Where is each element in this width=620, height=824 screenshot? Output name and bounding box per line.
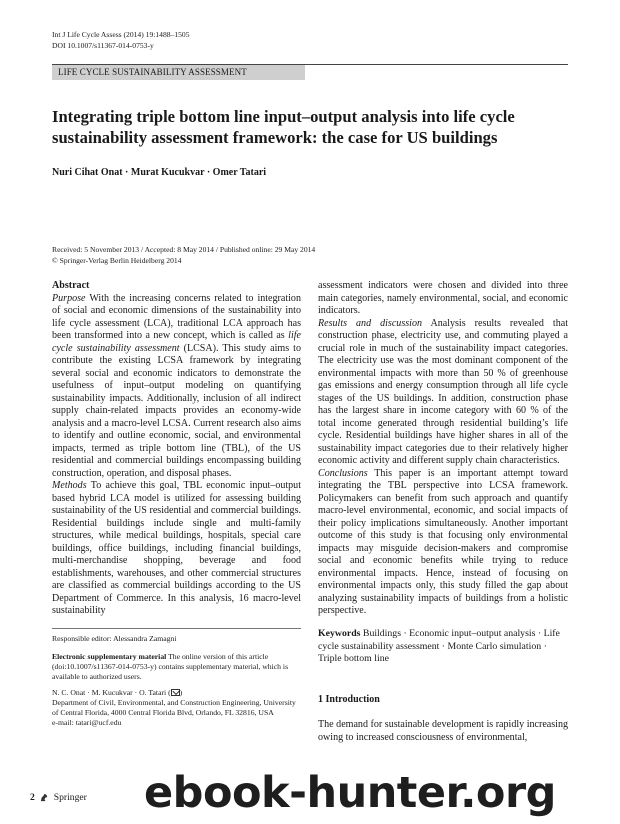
affiliation-department: Department of Civil, Environmental, and Construction Engineering, University of Central Florida, 4000 Central Florida Blvd, Orlando, FL 32816, USA bbox=[52, 698, 296, 717]
introduction-text: The demand for sustainable development is rapidly increasing owing to increased consciousness of environmental, bbox=[318, 719, 568, 743]
keywords-text: Buildings · Economic input–output analysis · Life cycle sustainability assessment · Monte Carlo simulation · Triple bottom line bbox=[318, 628, 560, 664]
springer-horse-icon bbox=[39, 792, 50, 803]
supplementary-label: Electronic supplementary material bbox=[52, 652, 167, 661]
author-email[interactable]: e-mail: tatari@ucf.edu bbox=[52, 718, 122, 727]
purpose-text-b: (LCSA). This study aims to contribute the existing LCSA framework by integrating several social and economic indicators to demonstrate the usefulness of input–output modeling on quantifying sustainability impacts. Additionally, inclusion of all indirect supply chain-related impacts provides an economy-wide analysis and a macro-level LCSA. Current research also aims to identify and outline economic, social, and environmental impacts, termed as triple bottom line (TBL), of the US residential and commercial buildings encompassing building construction, operation, and disposal phases. bbox=[52, 342, 301, 479]
publisher-name: Springer bbox=[53, 792, 87, 803]
abstract-heading: Abstract bbox=[52, 280, 90, 291]
paper-title: Integrating triple bottom line input–output analysis into life cycle sustainability assessment framework: the case for US buildings bbox=[52, 107, 515, 147]
envelope-icon: ( ) bbox=[168, 688, 183, 697]
purpose-label: Purpose bbox=[52, 292, 86, 304]
affiliation-names: N. C. Onat · M. Kucukvar · O. Tatari ( ) bbox=[52, 688, 183, 697]
methods-continued: assessment indicators were chosen and divided into three main categories, namely environmental, social, and economic indicators. bbox=[318, 280, 568, 316]
journal-citation: Int J Life Cycle Assess (2014) 19:1488–1505 bbox=[52, 30, 190, 39]
results-text: Analysis results revealed that construction phase, electricity use, and commuting played a crucial role in much of the sustainability impact categories. The electricity use was the most dominant component of the environmental impacts with more than 50 % of greenhouse gas emissions and energy consumption through all life cycle stages of the US buildings. In addition, construction phase has the largest share in income category with 60 % of the total income generated through residential building’s life cycle. Residential buildings have higher shares in all of the sustainability impact categories due to their relatively higher economic activity and different supply chain characteristics. bbox=[318, 317, 568, 466]
abstract-conclusions bbox=[318, 468, 568, 618]
watermark: ebook-hunter.org bbox=[144, 768, 556, 818]
results-label: Results and discussion bbox=[318, 317, 422, 329]
abstract-purpose bbox=[52, 293, 301, 481]
keywords bbox=[318, 628, 568, 666]
doi-line: DOI 10.1007/s11367-014-0753-y bbox=[52, 41, 154, 50]
author-list: Nuri Cihat Onat · Murat Kucukvar · Omer Tatari bbox=[52, 167, 267, 178]
abstract-results bbox=[318, 318, 568, 468]
abstract-right-column bbox=[318, 280, 568, 618]
methods-label: Methods bbox=[52, 480, 87, 491]
supplementary-note bbox=[52, 652, 301, 682]
abstract-methods bbox=[52, 480, 301, 618]
conclusions-label: Conclusions bbox=[318, 467, 368, 479]
methods-text: To achieve this goal, TBL economic input–output based hybrid LCA model is utilized for assessing building sustainability of the US residential and commercial buildings. Residential buildings include single and multi-family structures, while medical buildings, hospitals, special care buildings, office buildings, including financial buildings, multi-merchandise shopping, beverage and food establishments, warehouses, and other commercial structures are classified as commercial buildings according to the US Department of Commerce. In this analysis, 16 macro-level sustainability bbox=[52, 480, 301, 616]
page-footer bbox=[30, 792, 87, 803]
publication-dates: Received: 5 November 2013 / Accepted: 8 May 2014 / Published online: 29 May 2014 bbox=[52, 245, 316, 254]
footnote-rule bbox=[52, 628, 301, 629]
author-affiliation bbox=[52, 688, 301, 728]
keywords-label: Keywords bbox=[318, 628, 361, 639]
supplementary-text: The online version of this article (doi:10.1007/s11367-014-0753-y) contains supplementary material, which is available to authorized users. bbox=[52, 652, 289, 681]
conclusions-text: This paper is an important attempt toward integrating the TBL perspective into LCSA framework. Policymakers can benefit from such approach and quantify macro-level environmental, economic, and social impacts of their policy implications simultaneously. Another important outcome of this study is that focusing only environmental impacts may misguide decision-makers and compromise social and economic benefits while trying to reduce environmental impacts. Hence, instead of focusing on environmental impacts only, this study filled the gap about analyzing sustainability impacts of buildings from a holistic perspective. bbox=[318, 467, 568, 616]
abstract-left-column bbox=[52, 280, 301, 618]
copyright-line: © Springer-Verlag Berlin Heidelberg 2014 bbox=[52, 256, 182, 265]
responsible-editor: Responsible editor: Alessandra Zamagni bbox=[52, 634, 177, 643]
purpose-text-emphasis: life cycle sustainability assessment bbox=[52, 330, 301, 354]
purpose-text-a: With the increasing concerns related to integration of social and economic dimensions of the sustainability into life cycle assessment (LCA), traditional LCA approach has been transformed into a new concept, which is called as bbox=[52, 292, 301, 341]
introduction-heading: 1 Introduction bbox=[318, 694, 380, 705]
section-label: LIFE CYCLE SUSTAINABILITY ASSESSMENT bbox=[52, 65, 305, 80]
page-number: 2 bbox=[30, 792, 35, 803]
